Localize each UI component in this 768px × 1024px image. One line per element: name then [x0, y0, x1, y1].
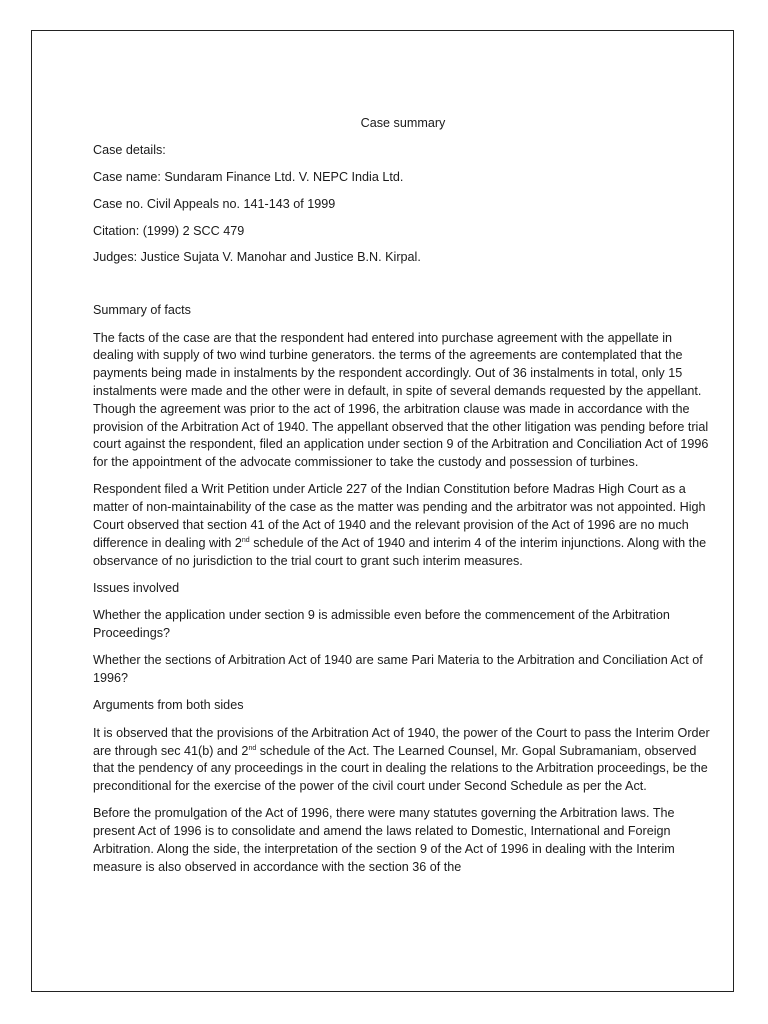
arguments-heading: Arguments from both sides	[93, 698, 244, 713]
arguments-paragraph-2: Before the promulgation of the Act of 1996, there were many statutes governing the Arbitration laws. The present Act of 1996 is to consolidate and amend the laws related to Domestic, International and Foreign Arbitration. Along the side, the interpretation of the section 9 of the Act of 1996 in dealing with the Interim measure is also observed in accordance with the section 36 of the	[93, 806, 675, 874]
facts-paragraph-1: The facts of the case are that the respondent had entered into purchase agreement with the appellate in dealing with supply of two wind turbine generators. the terms of the agreements are contemplated that the payments being made in instalments by the respondent accordingly. Out of 36 instalments in total, only 15 instalments were made and the other were in default, in spite of several demands requested by the appellant. Though the agreement was prior to the act of 1996, the arbitration clause was made in accordance with the provision of the Arbitration Act of 1940. The appellant observed that the other litigation was pending before trial court against the respondent, filed an application under section 9 of the Arbitration and Conciliation Act of 1996 for the appointment of the advocate commissioner to take the custody and possession of turbines.	[93, 330, 709, 470]
arguments-paragraph-1-part-b: schedule of the Act. The Learned Counsel, Mr. Gopal Subramaniam, observed that the pendency of any proceedings in the court in dealing the relations to the Arbitration proceedings, be the preconditional for the exercise of the power of the civil court under Second Schedule as per the Act.	[93, 743, 708, 794]
facts-paragraph-2-part-b: schedule of the Act of 1940 and interim 4 of the interim injunctions. Along with the observance of no jurisdiction to the trial court to grant such interim measures.	[93, 535, 707, 568]
section-spacer	[93, 276, 713, 302]
document-body	[93, 115, 713, 886]
arguments-paragraph-1-part-a: It is observed that the provisions of the Arbitration Act of 1940, the power of the Court to pass the Interim Order are through sec 41(b) and 2	[93, 725, 710, 758]
case-citation: Citation: (1999) 2 SCC 479	[93, 223, 245, 238]
case-details-heading: Case details:	[93, 143, 166, 158]
issues-heading: Issues involved	[93, 580, 180, 595]
case-judges: Judges: Justice Sujata V. Manohar and Justice B.N. Kirpal.	[93, 250, 421, 265]
case-name: Case name: Sundaram Finance Ltd. V. NEPC India Ltd.	[93, 170, 404, 185]
facts-paragraph-2-part-a: Respondent filed a Writ Petition under Article 227 of the Indian Constitution before Madras High Court as a matter of non-maintainability of the case as the matter was pending and the arbitrator was not appointed. High Court observed that section 41 of the Act of 1940 and the relevant provision of the Act of 1996 are no much difference in dealing with 2	[93, 482, 706, 550]
facts-heading: Summary of facts	[93, 303, 191, 318]
document-title: Case summary	[360, 116, 446, 130]
ordinal-suffix: nd	[248, 744, 257, 752]
facts-paragraph-2	[93, 481, 713, 570]
arguments-paragraph-1	[93, 725, 713, 796]
issue-question-1: Whether the application under section 9 is admissible even before the commencement of the Arbitration Proceedings?	[93, 608, 670, 641]
case-number: Case no. Civil Appeals no. 141-143 of 1999	[93, 196, 336, 211]
issue-question-2: Whether the sections of Arbitration Act of 1940 are same Pari Materia to the Arbitration and Conciliation Act of 1996?	[93, 653, 703, 686]
ordinal-suffix: nd	[241, 536, 250, 544]
document-page	[31, 30, 734, 992]
